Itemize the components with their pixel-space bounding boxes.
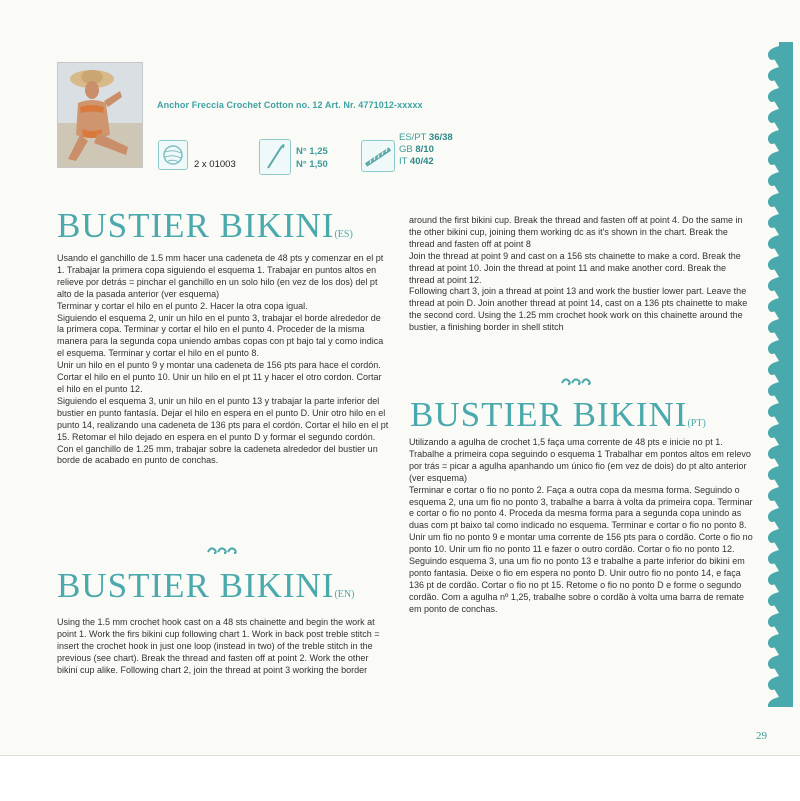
wave-scroll	[768, 235, 779, 256]
wave-scroll	[768, 697, 779, 707]
body-en-col2	[409, 215, 754, 334]
es-paragraph: Terminar y cortar el hilo en el punto 2. Hacer la otra copa igual.	[57, 300, 308, 311]
pt-paragraph: Utilizando a agulha de crochet 1,5 faça uma corrente de 48 pts e inicie no pt 1. Trabalhe a primeira copa seguindo o esquema 1 Trabalhar em pontos altos em relevo por trás = picar a agulha apanhando um único fio (em vez de dois) do pt alto anterior (ver esquema)	[409, 437, 751, 483]
wave-scroll	[768, 487, 779, 508]
es-paragraph: Siguiendo el esquema 3, unir un hilo en el punto 13 y trabajar la parte inferior del bustier en punto fantasía. Dejar el hilo en espera en el punto D. Unir otro hilo en el punto 14, realizando una cadeneta de 136 pts para el cordón. Cortar el hilo en el pt 15. Retomar el hilo dejado en espera en el punto D y formar el segundo cordón. Con el ganchillo de 1.25 mm, trabajar sobre la cadeneta alrededor del bustier un borde de acabado en punto de conchas.	[57, 395, 389, 466]
heading-en	[57, 568, 354, 603]
wave-scroll	[768, 655, 779, 676]
page-bottom-margin	[0, 755, 800, 801]
en-paragraph: around the first bikini cup. Break the thread and fasten off at point 4. Do the same in the other bikini cup, joining them working dc as it's shown in the chart. Break the thread and fasten off at point 8	[409, 215, 743, 249]
wave-scroll	[768, 508, 779, 529]
wave-scroll	[768, 445, 779, 466]
wave-ornament-icon	[206, 544, 240, 556]
pt-paragraph: Unir um fio no ponto 9 e montar uma corrente de 156 pts para o cordão. Corte o fio no ponto 10. Unir um fio no ponto 11 e fazer o outro cordão. Cortar o fio no ponto 12.	[409, 532, 753, 555]
wave-scroll	[768, 88, 779, 109]
wave-scroll	[768, 466, 779, 487]
pt-paragraph: Seguindo esquema 3, una um fio no ponto 13 e trabalhe a parte inferior do bikini em ponto fantasia. Deixe o fio em espera no ponto D. Unir outro fio no ponto 14, e faça 136 pt de cordão. Cortar o fio no pt 15. Retome o fio no ponto D e forme o segundo cordão. Com a agulha nº 1,25, trabalhe sobre o cordão à volta uma barra de remate em ponto de conchas.	[409, 556, 745, 614]
wave-scroll	[768, 214, 779, 235]
pt-paragraph: Terminar e cortar o fio no ponto 2. Faça a outra copa da mesma forma. Seguindo o esquema 2, una um fio no ponto 3, trabalhe a barra à volta da primeira copa. Terminar e cortar o fio no ponto 4. Proceda da mesma forma para a segunda copa unindo as duas com pt baixo tal como indicado no esquema. Terminar e cortar o fio no ponto 8.	[409, 484, 753, 531]
wave-border-decoration	[765, 42, 793, 707]
wave-scroll	[768, 613, 779, 634]
wave-scroll	[768, 109, 779, 130]
heading-pt	[410, 397, 706, 432]
hook-size-1: N° 1,25	[296, 146, 328, 157]
en-paragraph: Join the thread at point 9 and cast on a 156 sts chainette to make a cord. Break the thread at point 10. Join the thread at point 11 and make another cord. Break the thread at point 12.	[409, 250, 741, 285]
wave-scroll	[768, 529, 779, 550]
yarn-ball-icon	[158, 140, 188, 170]
tape-measure-icon	[361, 140, 395, 172]
heading-pt-title: BUSTIER BIKINI	[410, 395, 688, 434]
model-photo	[57, 62, 143, 168]
heading-pt-lang: (PT)	[687, 418, 706, 429]
yarn-quantity: 2 x 01003	[194, 159, 236, 170]
heading-en-lang: (EN)	[334, 589, 355, 600]
wave-scroll	[768, 592, 779, 613]
wave-scroll	[768, 193, 779, 214]
wave-scroll	[768, 634, 779, 655]
wave-scroll	[768, 172, 779, 193]
wave-scroll	[768, 550, 779, 571]
body-en-col1	[57, 617, 390, 677]
wave-scroll	[768, 277, 779, 298]
sizes-list	[399, 132, 453, 168]
wave-scroll	[768, 67, 779, 88]
wave-ornament-icon	[560, 375, 594, 387]
wave-scroll	[768, 151, 779, 172]
wave-scroll	[768, 256, 779, 277]
body-es	[57, 253, 390, 467]
yarn-info: Anchor Freccia Crochet Cotton no. 12 Art. Nr. 4771012-xxxxx	[157, 100, 423, 110]
es-paragraph: Siguiendo el esquema 2, unir un hilo en el punto 3, trabajar el borde alrededor de la primera copa. Terminar y cortar el hilo en el punto 4. Proceder de la misma manera para la segunda copa uniendo ambas copas con pt bajo tal y como indica el esquema. Terminar y cortar el hilo en el punto 8.	[57, 312, 384, 359]
en-paragraph: Using the 1.5 mm crochet hook cast on a 48 sts chainette and begin the work at point 1. Work the firs bikini cup following chart 1. Work in back post treble stitch = insert the crochet hook in just one loop (instead in two) of the treble stitch in the previous (see chart). Break the thread and fasten off at point 2. Work the other bikini cup alike. Following chart 2, join the thread at point 3 working the border	[57, 617, 380, 675]
size-gb: GB 8/10	[399, 144, 434, 155]
heading-en-title: BUSTIER BIKINI	[57, 566, 335, 605]
es-paragraph: Unir un hilo en el punto 9 y montar una cadeneta de 156 pts para hace el cordón. Cortar el hilo en el punto 10. Unir un hilo en el pt 11 y hacer el otro cordon. Cortar el hilo en el punto 12.	[57, 360, 382, 394]
size-es-pt: ES/PT 36/38	[399, 132, 453, 143]
wave-scroll	[768, 676, 779, 697]
heading-es-title: BUSTIER BIKINI	[57, 206, 335, 245]
wave-scroll	[768, 298, 779, 319]
wave-scroll	[768, 361, 779, 382]
wave-scroll	[768, 46, 779, 67]
hook-sizes	[296, 145, 328, 171]
wave-scroll	[768, 319, 779, 340]
page-number: 29	[756, 730, 767, 742]
size-it: IT 40/42	[399, 156, 434, 167]
wave-scroll	[768, 340, 779, 361]
wave-scroll	[768, 382, 779, 403]
en-paragraph: Following chart 3, join a thread at point 13 and work the bustier lower part. Leave the thread at poin D. Join another thread at point 14, cast on a 136 pts chainette to make the second cord. Using the 1.25 mm crochet hook work on this chainette around the bustier, a finishing border in shell stitch	[409, 286, 748, 333]
wave-scroll	[768, 571, 779, 592]
heading-es-lang: (ES)	[334, 229, 353, 240]
wave-scroll	[768, 130, 779, 151]
heading-es	[57, 208, 353, 243]
wave-scroll	[768, 424, 779, 445]
crochet-hook-icon	[259, 139, 291, 175]
hook-size-2: N° 1,50	[296, 159, 328, 170]
es-paragraph: Usando el ganchillo de 1.5 mm hacer una cadeneta de 48 pts y comenzar en el pt 1. Trabajar la primera copa siguiendo el esquema 1. Trabajar en puntos altos en relieve por detrás = pinchar el ganchillo en un solo hilo (en vez de los dos) del pt alto de la pasada anterior (ver esquema)	[57, 253, 384, 299]
wave-scroll	[768, 403, 779, 424]
body-pt	[409, 437, 754, 616]
